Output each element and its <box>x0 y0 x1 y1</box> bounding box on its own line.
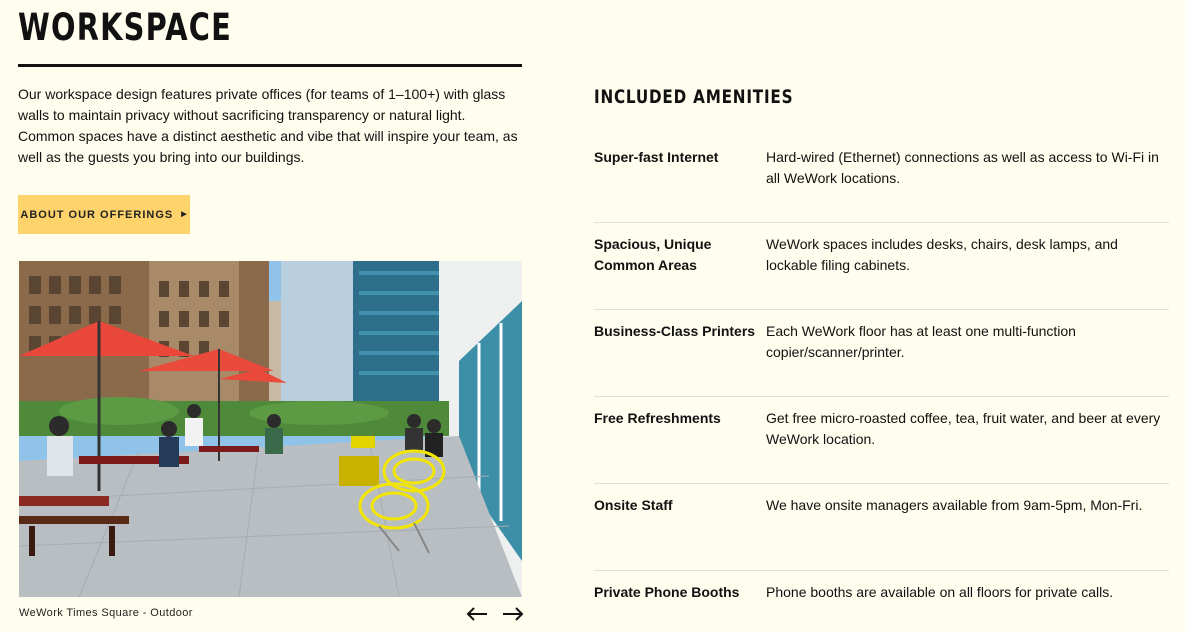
amenity-description: Phone booths are available on all floors for private calls. <box>766 584 1114 600</box>
amenity-description: Get free micro-roasted coffee, tea, fruit water, and beer at every WeWork location. <box>766 410 1161 447</box>
amenity-row <box>594 484 1169 571</box>
amenity-row <box>594 310 1169 397</box>
amenity-description: WeWork spaces includes desks, chairs, desk lamps, and lockable filing cabinets. <box>766 236 1118 273</box>
amenity-description: Each WeWork floor has at least one multi-function copier/scanner/printer. <box>766 323 1076 360</box>
caret-right-icon: ▶ <box>181 211 188 218</box>
amenity-name: Free Refreshments <box>594 410 721 426</box>
amenity-name: Spacious, Unique Common Areas <box>594 236 712 273</box>
amenities-list <box>594 136 1169 632</box>
amenity-row <box>594 397 1169 484</box>
amenity-name: Super-fast Internet <box>594 149 719 165</box>
about-offerings-button[interactable] <box>18 195 190 234</box>
title-divider <box>18 64 522 67</box>
amenity-row <box>594 571 1169 632</box>
arrow-right-icon[interactable] <box>501 603 525 625</box>
amenity-description: We have onsite managers available from 9am-5pm, Mon-Fri. <box>766 497 1143 513</box>
amenity-name: Private Phone Booths <box>594 584 740 600</box>
arrow-left-icon[interactable] <box>465 603 489 625</box>
amenity-description: Hard-wired (Ethernet) connections as well as access to Wi-Fi in all WeWork locations. <box>766 149 1159 186</box>
workspace-photo <box>19 261 522 597</box>
workspace-title: WORKSPACE <box>18 6 233 49</box>
amenities-title: INCLUDED AMENITIES <box>594 86 794 108</box>
photo-navigation <box>465 603 525 625</box>
amenity-name: Business-Class Printers <box>594 323 756 339</box>
amenity-name: Onsite Staff <box>594 497 673 513</box>
about-offerings-label: ABOUT OUR OFFERINGS <box>20 208 174 221</box>
workspace-intro: Our workspace design features private offices (for teams of 1–100+) with glass walls to maintain privacy without sacrificing transparency or natural light. Common spaces have a distinct aesthetic and vibe that will inspire your team, as well as the guests you bring into our buildings. <box>18 86 518 165</box>
photo-caption: WeWork Times Square - Outdoor <box>19 607 193 619</box>
amenity-row <box>594 223 1169 310</box>
amenity-row <box>594 136 1169 223</box>
rooftop-terrace-illustration <box>19 261 522 597</box>
